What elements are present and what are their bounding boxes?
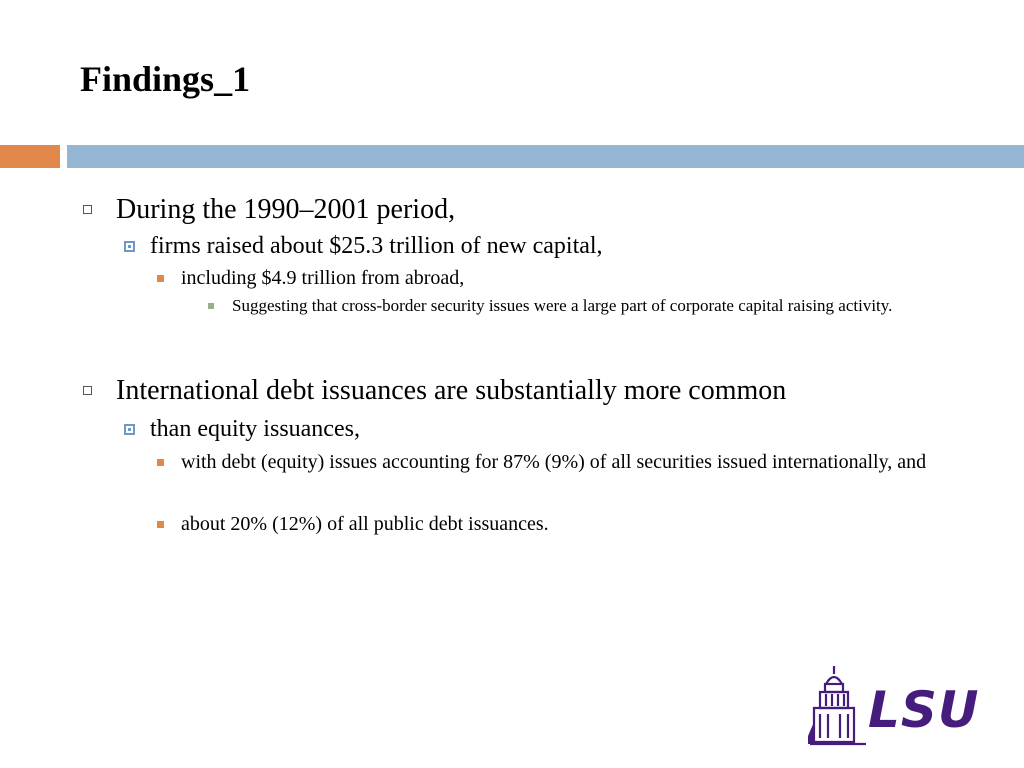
square-filled-bullet-icon (157, 459, 164, 466)
square-filled-bullet-icon (157, 275, 164, 282)
bullet-item-l2 (124, 231, 964, 261)
bullet-text: During the 1990–2001 period, (116, 194, 456, 225)
square-filled-bullet-icon (157, 521, 164, 528)
accent-bar-blue (67, 145, 1024, 168)
bullet-item-l4 (208, 293, 943, 319)
bullet-item-l1 (83, 374, 983, 408)
square-framed-bullet-icon (124, 424, 135, 435)
bullet-text: Suggesting that cross-border security issues were a large part of corporate capital raising activity. (232, 296, 893, 315)
bullet-item-l2 (124, 414, 964, 444)
accent-bar-orange (0, 145, 60, 168)
bullet-text: with debt (equity) issues accounting for 87% (9%) of all securities issued internationally, and (181, 451, 927, 473)
bullet-text: firms raised about $25.3 trillion of new capital, (150, 233, 603, 259)
square-outline-bullet-icon (83, 205, 92, 214)
bullet-text: about 20% (12%) of all public debt issuances. (181, 513, 549, 535)
small-square-bullet-icon (208, 303, 214, 309)
bullet-item-l3 (157, 510, 947, 538)
slide-title: Findings_1 (80, 59, 251, 99)
bullet-text: including $4.9 trillion from abroad, (181, 267, 465, 289)
bullet-item-l3 (157, 448, 947, 476)
square-outline-bullet-icon (83, 386, 92, 395)
bullet-item-l1 (83, 193, 963, 227)
lsu-logo (806, 664, 986, 746)
bullet-text: than equity issuances, (150, 416, 360, 442)
bullet-item-l3 (157, 264, 957, 292)
bullet-text: International debt issuances are substantially more common (116, 375, 787, 406)
square-framed-bullet-icon (124, 241, 135, 252)
logo-wordmark: LSU (868, 681, 980, 739)
